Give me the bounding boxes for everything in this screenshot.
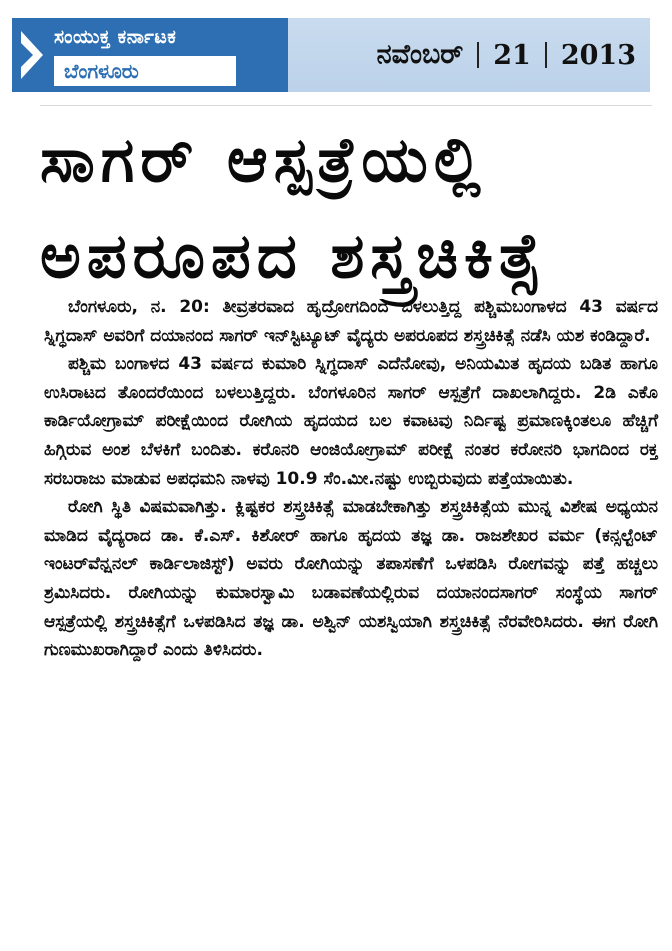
article-paragraph-2: ಪಶ್ಚಿಮ ಬಂಗಾಳದ 43 ವರ್ಷದ ಕುಮಾರಿ ಸ್ನಿಗ್ಧದಾಸ್ ಎದೆನೋವು, ಅನಿಯಮಿತ ಹೃದಯ ಬಡಿತ ಹಾಗೂ ಉಸಿರಾಟದ ತೊಂದರೆಯಿಂದ ಬಳಲುತ್ತಿದ್ದರು. ಬೆಂಗಳೂರಿನ ಸಾಗರ್ ಆಸ್ಪತ್ರೆಗೆ ದಾಖಲಾಗಿದ್ದರು. 2ಡಿ ಎಕೊ ಕಾರ್ಡಿಯೋಗ್ರಾಮ್ ಪರೀಕ್ಷೆಯಿಂದ ರೋಗಿಯ ಹೃದಯದ ಬಲ ಕವಾಟವು ನಿರ್ದಿಷ್ಟ ಪ್ರಮಾಣಕ್ಕಿಂತಲೂ ಹೆಚ್ಚಿಗೆ ಹಿಗ್ಗಿರುವ ಅಂಶ ಬೆಳಕಿಗೆ ಬಂದಿತು. ಕರೊನರಿ ಆಂಜಿಯೋಗ್ರಾಮ್ ಪರೀಕ್ಷೆ ನಂತರ ಕರೋನರಿ ಭಾಗದಿಂದ ರಕ್ತ ಸರಬರಾಜು ಮಾಡುವ ಅಪಧಮನಿ ನಾಳವು 10.9 ಸೆಂ.ಮೀ.ನಷ್ಟು ಉಬ್ಬಿರುವುದು ಪತ್ತೆಯಾಯಿತು.: [44, 354, 658, 489]
date-separator: [545, 42, 547, 68]
article-headline: [40, 112, 640, 304]
newspaper-banner: [12, 18, 288, 92]
date-day: 21: [493, 39, 531, 71]
publication-date: [288, 18, 650, 92]
article-paragraph-1: ಬೆಂಗಳೂರು, ನ. 20: ತೀವ್ರತರವಾದ ಹೃದ್ರೋಗದಿಂದ ಬಳಲುತ್ತಿದ್ದ ಪಶ್ಚಿಮಬಂಗಾಳದ 43 ವರ್ಷದ ಸ್ನಿಗ್ಧದಾಸ್ ಅವರಿಗೆ ದಯಾನಂದ ಸಾಗರ್ ಇನ್‌ಸ್ಟಿಟ್ಯೂಟ್ ವೈದ್ಯರು ಅಪರೂಪದ ಶಸ್ತ್ರಚಿಕಿತ್ಸೆ ನಡೆಸಿ ಯಶ ಕಂಡಿದ್ದಾರೆ.: [44, 297, 658, 346]
headline-line-2: ಅಪರೂಪದ ಶಸ್ತ್ರಚಿಕಿತ್ಸೆ: [40, 219, 547, 292]
date-year: 2013: [560, 39, 636, 71]
headline-line-1: ಸಾಗರ್ ಆಸ್ಪತ್ರೆಯಲ್ಲಿ: [40, 123, 487, 196]
date-separator: [477, 42, 479, 68]
newspaper-name: ಸಂಯುಕ್ತ ಕರ್ನಾಟಕ: [54, 26, 177, 48]
chevron-right-icon: [12, 18, 52, 92]
divider: [40, 105, 652, 106]
masthead: [0, 18, 672, 92]
article-paragraph-3: ರೋಗಿ ಸ್ಥಿತಿ ವಿಷಮವಾಗಿತ್ತು. ಕ್ಲಿಷ್ಟಕರ ಶಸ್ತ್ರಚಿಕಿತ್ಸೆ ಮಾಡಬೇಕಾಗಿತ್ತು ಶಸ್ತ್ರಚಿಕಿತ್ಸೆಯ ಮುನ್ನ ವಿಶೇಷ ಅಧ್ಯಯನ ಮಾಡಿದ ವೈದ್ಯರಾದ ಡಾ. ಕೆ.ಎಸ್. ಕಿಶೋರ್ ಹಾಗೂ ಹೃದಯ ತಜ್ಞ ಡಾ. ರಾಜಶೇಖರ ವರ್ಮ (ಕನ್ಸಲ್ಟೆಂಟ್ ಇಂಟರ್‌ವೆನ್ಷನಲ್ ಕಾರ್ಡಿಲಾಜಿಸ್ಟ್) ಅವರು ರೋಗಿಯನ್ನು ತಪಾಸಣೆಗೆ ಒಳಪಡಿಸಿ ರೋಗವನ್ನು ಪತ್ತೆ ಹಚ್ಚಲು ಶ್ರಮಿಸಿದರು. ರೋಗಿಯನ್ನು ಕುಮಾರಸ್ವಾಮಿ ಬಡಾವಣೆಯಲ್ಲಿರುವ ದಯಾನಂದಸಾಗರ್ ಸಂಸ್ಥೆಯ ಸಾಗರ್ ಆಸ್ಪತ್ರೆಯಲ್ಲಿ ಶಸ್ತ್ರಚಿಕಿತ್ಸೆಗೆ ಒಳಪಡಿಸಿದ ತಜ್ಞ ಡಾ. ಅಶ್ವಿನ್ ಯಶಸ್ವಿಯಾಗಿ ಶಸ್ತ್ರಚಿಕಿತ್ಸೆ ನೆರವೇರಿಸಿದರು. ಈಗ ರೋಗಿ ಗುಣಮುಖರಾಗಿದ್ದಾರೆ ಎಂದು ತಿಳಿಸಿದರು.: [44, 497, 658, 661]
article-body: [44, 293, 658, 665]
date-month: ನವೆಂಬರ್: [376, 39, 464, 70]
edition-name: ಬೆಂಗಳೂರು: [54, 56, 236, 86]
